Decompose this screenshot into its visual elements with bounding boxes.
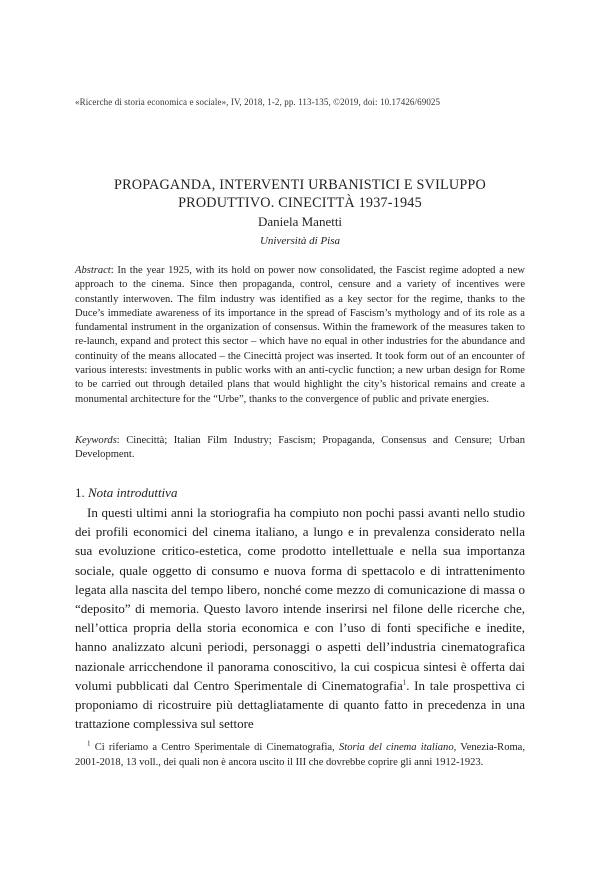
document-page — [75, 0, 525, 872]
body-text-part-1: In questi ultimi anni la storiografia ha compiuto non pochi passi avanti nello studio dei profili economici del cinema italiano, a lungo e in prevalenza considerato nella sua evoluzione critico-estetica, come prodotto intellettuale e nella sua importanza sociale, quale oggetto di consumo e nuova forma di spettacolo e di intrattenimento legata alla nascita del tempo libero, nonché come mezzo di comunicazione di massa o “deposito” di memoria. Questo lavoro intende inserirsi nel filone delle ricerche che, nell’ottica propria della storia economica e con l’uso di fonti specifiche e inedite, hanno analizzato alcuni periodi, personaggi o aspetti dell’industria cinematografica nazionale arricchendone il panorama conoscitivo, la cui cospicua sintesi è offerta dai volumi pubblicati dal Centro Sperimentale di Cinematografia — [75, 505, 525, 693]
keywords — [75, 434, 525, 463]
article-title — [75, 176, 525, 212]
section-title: Nota introduttiva — [88, 485, 178, 500]
footnote-text-part-1: Ci riferiamo a Centro Sperimentale di Cinematografia, — [90, 742, 339, 753]
keywords-text: : Cinecittà; Italian Film Industry; Fascism; Propaganda, Consensus and Censure; Urban Development. — [75, 435, 525, 461]
footnote-reference[interactable]: 1 — [402, 678, 407, 687]
abstract-text: : In the year 1925, with its hold on power now consolidated, the Fascist regime adopted a new approach to the cinema. Since then propaganda, control, censure and a variety of incentives were constantly interwoven. The film industry was identified as a key sector for the regime, thanks to the Duce’s immediate awareness of its importance in the spread of Fascism’s mythology and of its role as a fundamental instrument in the organization of consensus. Within the framework of the measures taken to re-launch, expand and protect this sector – which have no equal in other industries for the abundance and continuity of the means allocated – the Cinecittà project was inserted. It took form out of an encounter of various interests: investments in public works with an anti-cyclic function; a new urban design for Rome to be carried out through detailed plans that would highlight the city’s historical remains and create a monumental architecture for the “Urbe”, thanks to the convergence of public and private energies. — [75, 265, 525, 405]
article-title-line-2: PRODUTTIVO. CINECITTÀ 1937-1945 — [178, 195, 422, 211]
body-text-part-2: . In tale prospettiva ci proponiamo di ricostruire più dettagliatamente di quanto fatto in precedenza in una trattazione complessiva sul settore — [75, 677, 525, 732]
author-affiliation: Università di Pisa — [259, 235, 341, 247]
footnote — [75, 740, 525, 770]
abstract — [75, 264, 525, 407]
footnote-cited-title: Storia del cinema italiano — [338, 742, 454, 753]
author-name: Daniela Manetti — [257, 214, 343, 229]
running-header: «Ricerche di storia economica e sociale», IV, 2018, 1-2, pp. 113-135, ©2019, doi: 10.17426/69025 — [75, 97, 441, 107]
article-title-line-1: PROPAGANDA, INTERVENTI URBANISTICI E SVILUPPO — [114, 177, 486, 193]
footnote-text-part-2: , Venezia-Roma, 2001-2018, 13 voll., dei quali non è ancora uscito il III che dovrebbe coprire gli anni 1912-1923. — [75, 742, 525, 768]
section-number: 1. — [75, 485, 88, 500]
section-heading — [75, 485, 525, 501]
footnote-number: 1 — [87, 739, 91, 748]
abstract-label: Abstract — [75, 265, 111, 276]
keywords-label: Keywords — [75, 435, 117, 446]
body-paragraph — [75, 503, 525, 733]
